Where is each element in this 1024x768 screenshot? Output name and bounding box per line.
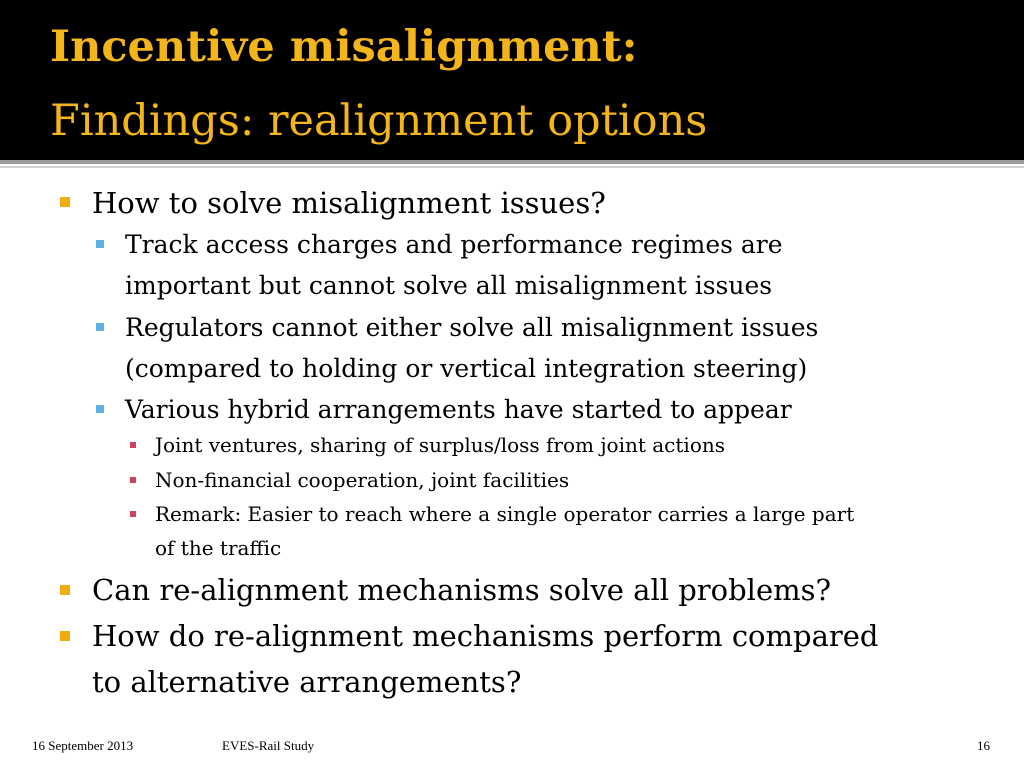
slide-title: Incentive misalignment: — [50, 22, 638, 72]
square-bullet-icon — [130, 442, 136, 448]
bullet-l3-remark-line2: of the traffic — [155, 536, 282, 560]
bullet-l3-joint-ventures: Joint ventures, sharing of surplus/loss from joint actions — [155, 433, 725, 457]
bullet-l1-how-do-realignment-line1: How do re-alignment mechanisms perform compared — [92, 619, 879, 653]
square-bullet-icon — [130, 511, 136, 517]
square-bullet-icon — [60, 631, 70, 641]
slide-subtitle: Findings: realignment options — [50, 96, 708, 146]
bullet-l1-how-to-solve: How to solve misalignment issues? — [92, 186, 606, 220]
square-bullet-icon — [130, 477, 136, 483]
bullet-l1-can-realignment: Can re-alignment mechanisms solve all problems? — [92, 573, 832, 607]
square-bullet-icon — [60, 585, 70, 595]
bullet-l2-track-access-line1: Track access charges and performance regimes are — [125, 230, 783, 259]
footer-project: EVES-Rail Study — [222, 738, 315, 753]
bullet-l2-regulators-line2: (compared to holding or vertical integration steering) — [125, 354, 808, 383]
square-bullet-icon — [96, 323, 104, 331]
bullet-l1-how-do-realignment-line2: to alternative arrangements? — [92, 665, 522, 699]
footer-date: 16 September 2013 — [32, 738, 134, 753]
bullet-l2-regulators-line1: Regulators cannot either solve all misalignment issues — [125, 313, 819, 342]
bullet-l2-hybrid: Various hybrid arrangements have started to appear — [125, 395, 792, 424]
square-bullet-icon — [96, 405, 104, 413]
bullet-l3-non-financial: Non-financial cooperation, joint facilities — [155, 468, 570, 492]
footer-page-number: 16 — [977, 738, 990, 753]
bullet-l3-remark-line1: Remark: Easier to reach where a single operator carries a large part — [155, 502, 855, 526]
square-bullet-icon — [60, 197, 70, 207]
bullet-l2-track-access-line2: important but cannot solve all misalignment issues — [125, 271, 773, 300]
square-bullet-icon — [96, 240, 104, 248]
